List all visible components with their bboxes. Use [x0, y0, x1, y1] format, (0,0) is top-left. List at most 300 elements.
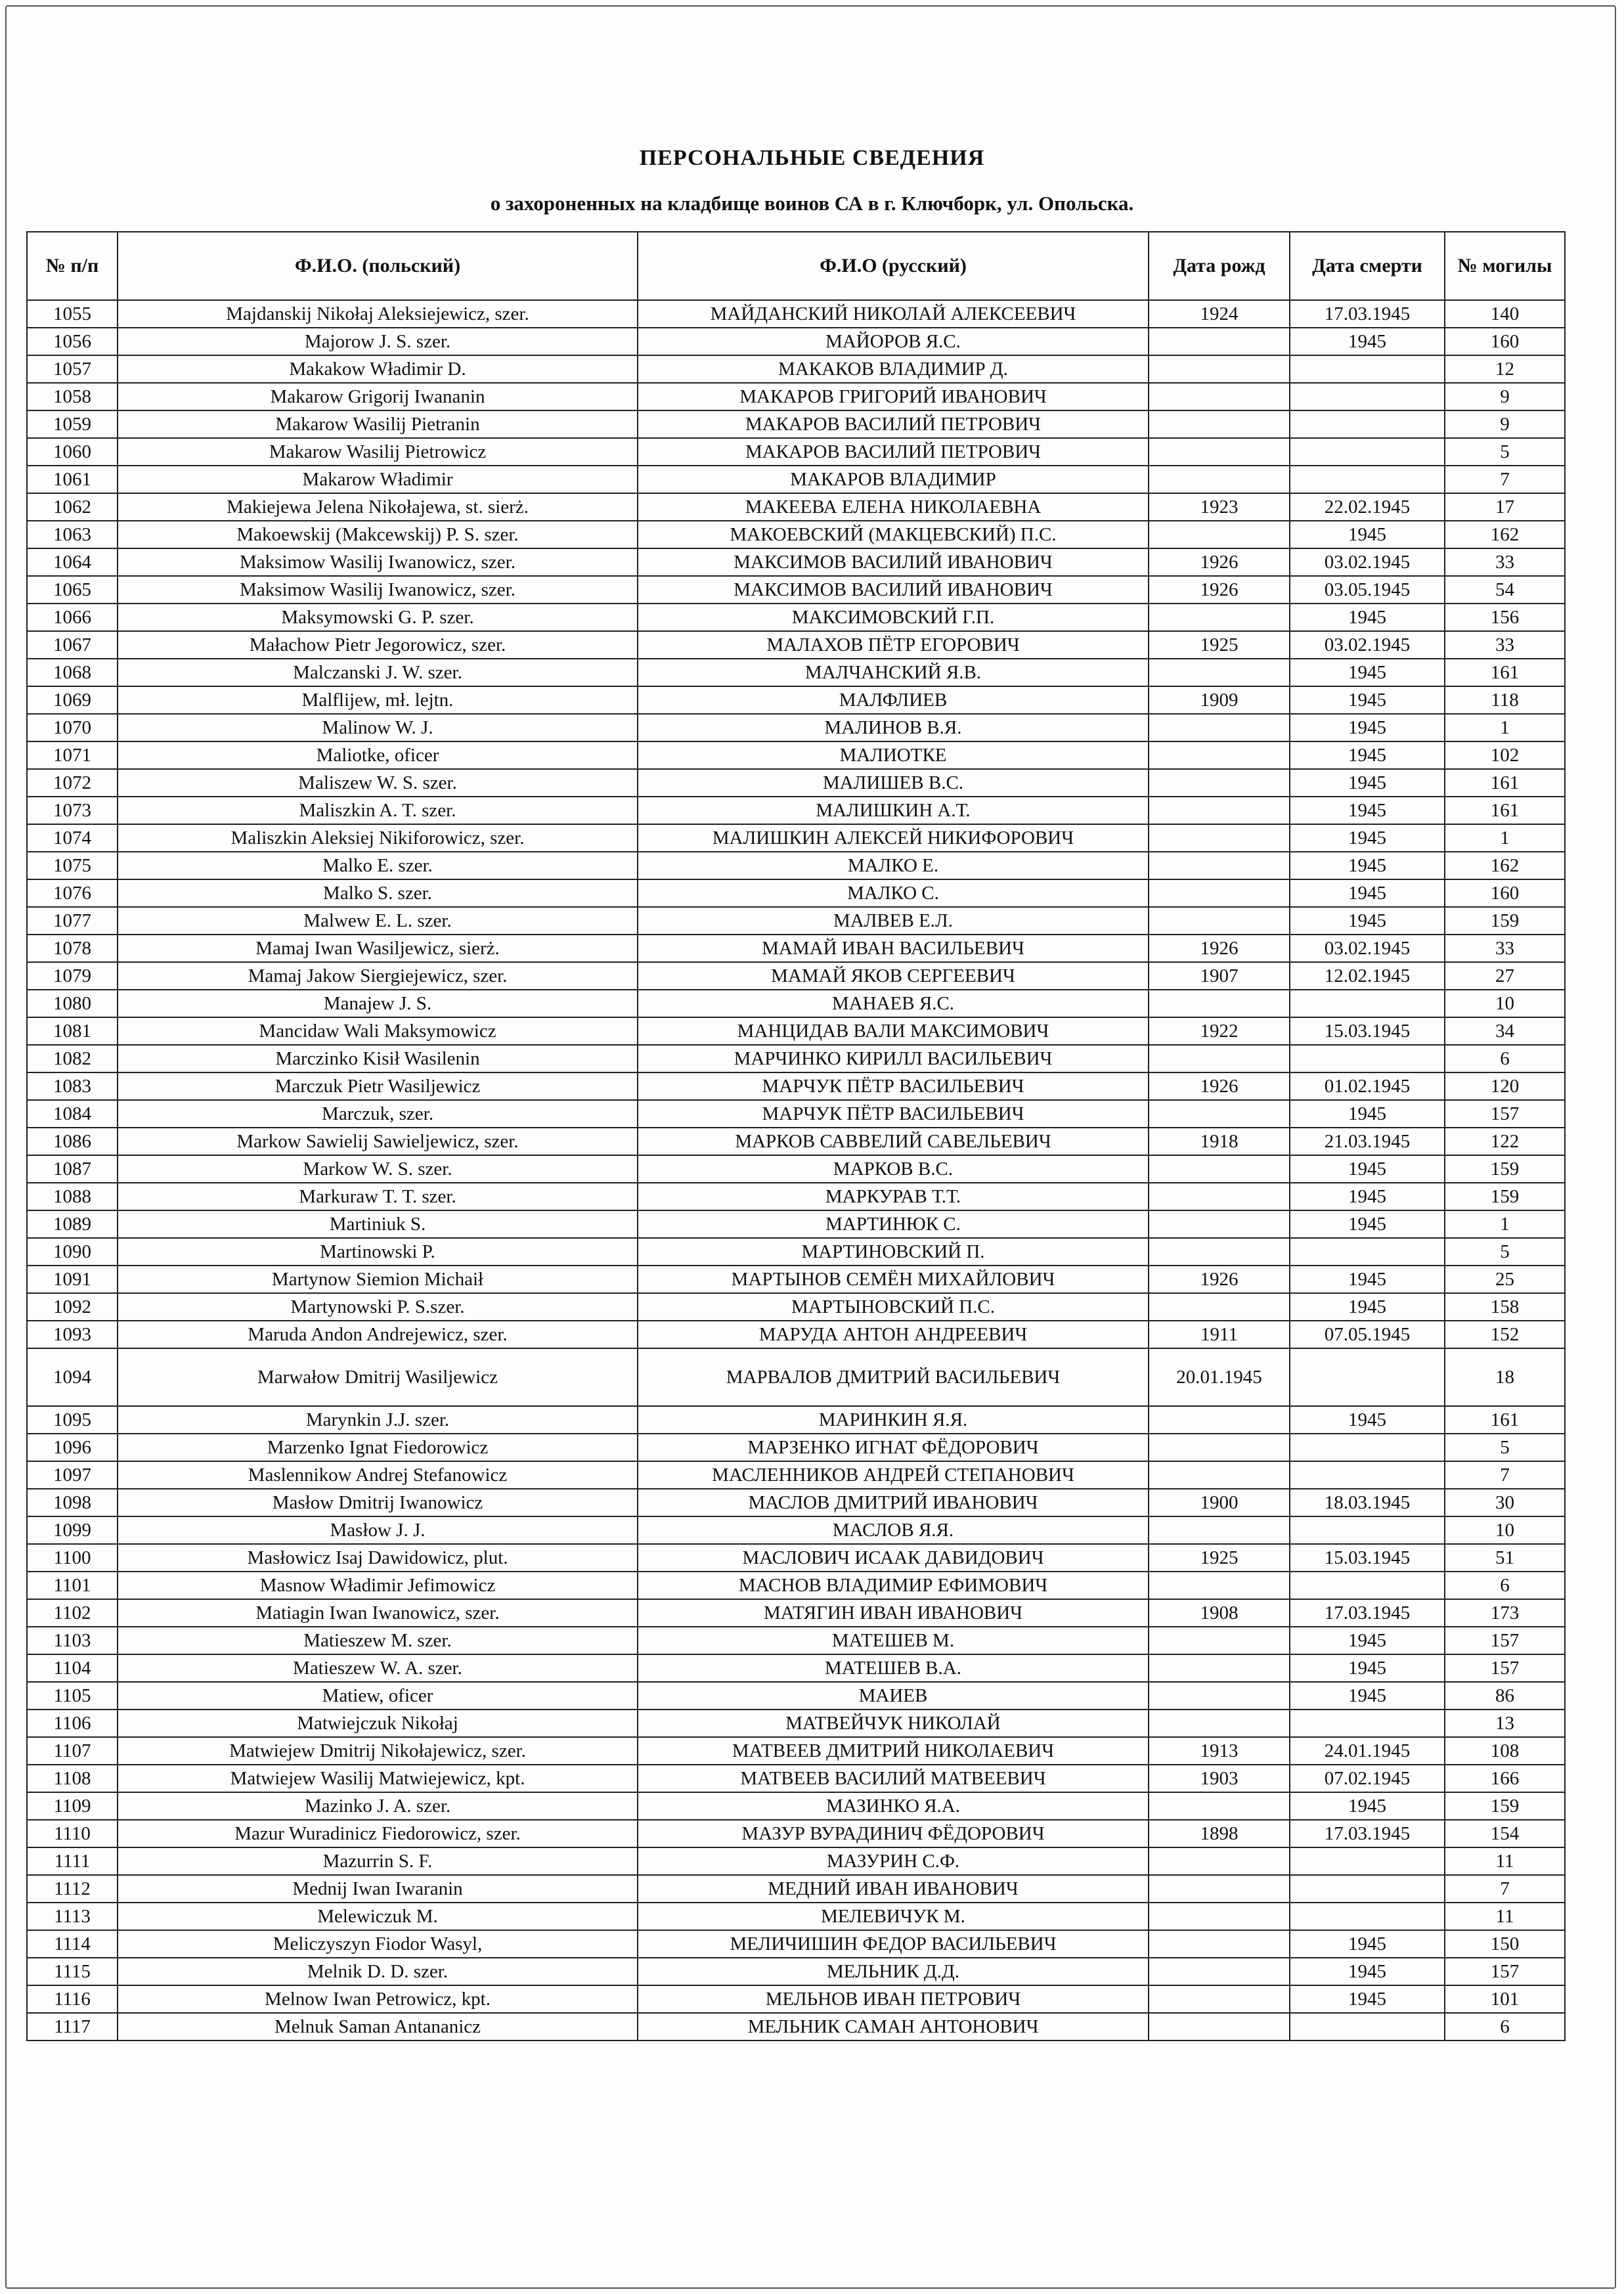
name-polish-cell: Mednij Iwan Iwaranin: [118, 1875, 638, 1903]
birth-date-cell: [1149, 659, 1290, 686]
table-row: [27, 410, 1565, 438]
death-date-cell: 1945: [1290, 659, 1445, 686]
row-number-cell: 1062: [27, 493, 118, 521]
table-row: [27, 576, 1565, 604]
death-date-cell: 03.02.1945: [1290, 935, 1445, 962]
grave-number-cell: 5: [1445, 1434, 1565, 1461]
death-date-cell: 1945: [1290, 879, 1445, 907]
death-date-cell: [1290, 1045, 1445, 1072]
name-russian-cell: МАРУДА АНТОН АНДРЕЕВИЧ: [638, 1321, 1149, 1348]
death-date-cell: [1290, 355, 1445, 383]
grave-number-cell: 162: [1445, 521, 1565, 548]
table-row: [27, 1266, 1565, 1293]
name-russian-cell: МАРКОВ САВВЕЛИЙ САВЕЛЬЕВИЧ: [638, 1128, 1149, 1155]
grave-number-cell: 108: [1445, 1737, 1565, 1765]
name-russian-cell: МАКАКОВ ВЛАДИМИР Д.: [638, 355, 1149, 383]
name-polish-cell: Mazur Wuradinicz Fiedorowicz, szer.: [118, 1820, 638, 1847]
name-polish-cell: Melnow Iwan Petrowicz, kpt.: [118, 1985, 638, 2013]
death-date-cell: 21.03.1945: [1290, 1128, 1445, 1155]
table-row: [27, 1516, 1565, 1544]
row-number-cell: 1063: [27, 521, 118, 548]
name-polish-cell: Meliczyszyn Fiodor Wasyl,: [118, 1930, 638, 1958]
death-date-cell: 1945: [1290, 852, 1445, 879]
table-row: [27, 383, 1565, 410]
name-polish-cell: Martinowski P.: [118, 1238, 638, 1266]
table-row: [27, 1293, 1565, 1321]
death-date-cell: 12.02.1945: [1290, 962, 1445, 990]
name-polish-cell: Martynow Siemion Michaił: [118, 1266, 638, 1293]
name-polish-cell: Marzenko Ignat Fiedorowicz: [118, 1434, 638, 1461]
name-polish-cell: Matwiejew Dmitrij Nikołajewicz, szer.: [118, 1737, 638, 1765]
grave-number-cell: 27: [1445, 962, 1565, 990]
name-polish-cell: Matwiejczuk Nikołaj: [118, 1709, 638, 1737]
table-row: [27, 824, 1565, 852]
grave-number-cell: 166: [1445, 1765, 1565, 1792]
birth-date-cell: [1149, 328, 1290, 355]
row-number-cell: 1098: [27, 1489, 118, 1516]
name-polish-cell: Małachow Pietr Jegorowicz, szer.: [118, 631, 638, 659]
row-number-cell: 1078: [27, 935, 118, 962]
death-date-cell: 07.05.1945: [1290, 1321, 1445, 1348]
grave-number-cell: 140: [1445, 300, 1565, 328]
death-date-cell: [1290, 1434, 1445, 1461]
birth-date-cell: 1898: [1149, 1820, 1290, 1847]
grave-number-cell: 159: [1445, 1183, 1565, 1210]
death-date-cell: 03.02.1945: [1290, 631, 1445, 659]
death-date-cell: 1945: [1290, 1406, 1445, 1434]
name-russian-cell: МАРТЫНОВ СЕМЁН МИХАЙЛОВИЧ: [638, 1266, 1149, 1293]
table-row: [27, 769, 1565, 797]
birth-date-cell: [1149, 1682, 1290, 1709]
row-number-cell: 1067: [27, 631, 118, 659]
grave-number-cell: 152: [1445, 1321, 1565, 1348]
name-russian-cell: МАЗИНКО Я.А.: [638, 1792, 1149, 1820]
row-number-cell: 1100: [27, 1544, 118, 1572]
table-row: [27, 1765, 1565, 1792]
birth-date-cell: 1924: [1149, 300, 1290, 328]
name-polish-cell: Marczinko Kisił Wasilenin: [118, 1045, 638, 1072]
table-row: [27, 438, 1565, 466]
table-row: [27, 1737, 1565, 1765]
name-russian-cell: МАЛФЛИЕВ: [638, 686, 1149, 714]
birth-date-cell: [1149, 1434, 1290, 1461]
name-russian-cell: МАТВЕЙЧУК НИКОЛАЙ: [638, 1709, 1149, 1737]
name-polish-cell: Masłow Dmitrij Iwanowicz: [118, 1489, 638, 1516]
row-number-cell: 1115: [27, 1958, 118, 1985]
grave-number-cell: 118: [1445, 686, 1565, 714]
birth-date-cell: [1149, 521, 1290, 548]
name-russian-cell: МАСЛОВ Я.Я.: [638, 1516, 1149, 1544]
row-number-cell: 1065: [27, 576, 118, 604]
row-number-cell: 1069: [27, 686, 118, 714]
birth-date-cell: [1149, 1654, 1290, 1682]
name-polish-cell: Malczanski J. W. szer.: [118, 659, 638, 686]
death-date-cell: [1290, 466, 1445, 493]
grave-number-cell: 101: [1445, 1985, 1565, 2013]
birth-date-cell: [1149, 852, 1290, 879]
grave-number-cell: 5: [1445, 438, 1565, 466]
birth-date-cell: [1149, 1461, 1290, 1489]
name-polish-cell: Marynkin J.J. szer.: [118, 1406, 638, 1434]
death-date-cell: 1945: [1290, 1155, 1445, 1183]
birth-date-cell: [1149, 714, 1290, 741]
grave-number-cell: 157: [1445, 1627, 1565, 1654]
document-subtitle: о захороненных на кладбище воинов СА в г. Ключборк, ул. Опольска.: [490, 192, 1134, 215]
table-row: [27, 1072, 1565, 1100]
death-date-cell: 15.03.1945: [1290, 1544, 1445, 1572]
table-row: [27, 1958, 1565, 1985]
grave-number-cell: 161: [1445, 1406, 1565, 1434]
table-row: [27, 1930, 1565, 1958]
grave-number-cell: 7: [1445, 1461, 1565, 1489]
row-number-cell: 1089: [27, 1210, 118, 1238]
name-polish-cell: Melnuk Saman Antananicz: [118, 2013, 638, 2040]
death-date-cell: [1290, 1238, 1445, 1266]
name-polish-cell: Marczuk, szer.: [118, 1100, 638, 1128]
birth-date-cell: [1149, 1930, 1290, 1958]
header-birth-date: Дата рожд: [1149, 232, 1290, 300]
header-grave-number: № могилы: [1445, 232, 1565, 300]
name-polish-cell: Masnow Władimir Jefimowicz: [118, 1572, 638, 1599]
row-number-cell: 1095: [27, 1406, 118, 1434]
grave-number-cell: 11: [1445, 1847, 1565, 1875]
row-number-cell: 1077: [27, 907, 118, 935]
birth-date-cell: 1911: [1149, 1321, 1290, 1348]
birth-date-cell: 1926: [1149, 1266, 1290, 1293]
death-date-cell: [1290, 1572, 1445, 1599]
death-date-cell: 1945: [1290, 1100, 1445, 1128]
death-date-cell: [1290, 1348, 1445, 1406]
name-russian-cell: МАКАРОВ ВАСИЛИЙ ПЕТРОВИЧ: [638, 410, 1149, 438]
row-number-cell: 1061: [27, 466, 118, 493]
name-polish-cell: Marwałow Dmitrij Wasiljewicz: [118, 1348, 638, 1406]
table-row: [27, 907, 1565, 935]
death-date-cell: 1945: [1290, 686, 1445, 714]
name-russian-cell: МЕЛЕВИЧУК М.: [638, 1903, 1149, 1930]
name-polish-cell: Maksymowski G. P. szer.: [118, 604, 638, 631]
death-date-cell: 1945: [1290, 1210, 1445, 1238]
grave-number-cell: 13: [1445, 1709, 1565, 1737]
death-date-cell: 1945: [1290, 1627, 1445, 1654]
grave-number-cell: 6: [1445, 1045, 1565, 1072]
name-russian-cell: МАЛИШКИН А.Т.: [638, 797, 1149, 824]
table-row: [27, 797, 1565, 824]
name-russian-cell: МАЛИШКИН АЛЕКСЕЙ НИКИФОРОВИЧ: [638, 824, 1149, 852]
birth-date-cell: [1149, 824, 1290, 852]
name-polish-cell: Maslennikow Andrej Stefanowicz: [118, 1461, 638, 1489]
table-row: [27, 962, 1565, 990]
name-russian-cell: МАЛАХОВ ПЁТР ЕГОРОВИЧ: [638, 631, 1149, 659]
name-russian-cell: МАТЕШЕВ В.А.: [638, 1654, 1149, 1682]
death-date-cell: 1945: [1290, 1792, 1445, 1820]
grave-number-cell: 154: [1445, 1820, 1565, 1847]
name-polish-cell: Martiniuk S.: [118, 1210, 638, 1238]
birth-date-cell: 1922: [1149, 1017, 1290, 1045]
birth-date-cell: 1907: [1149, 962, 1290, 990]
row-number-cell: 1117: [27, 2013, 118, 2040]
table-row: [27, 990, 1565, 1017]
death-date-cell: 17.03.1945: [1290, 1599, 1445, 1627]
birth-date-cell: 1918: [1149, 1128, 1290, 1155]
death-date-cell: 17.03.1945: [1290, 1820, 1445, 1847]
name-russian-cell: МАЗУРИН С.Ф.: [638, 1847, 1149, 1875]
row-number-cell: 1096: [27, 1434, 118, 1461]
birth-date-cell: [1149, 907, 1290, 935]
death-date-cell: 1945: [1290, 521, 1445, 548]
name-russian-cell: МАКСИМОВ ВАСИЛИЙ ИВАНОВИЧ: [638, 548, 1149, 576]
row-number-cell: 1103: [27, 1627, 118, 1654]
birth-date-cell: [1149, 1958, 1290, 1985]
table-row: [27, 631, 1565, 659]
name-russian-cell: МАРЧУК ПЁТР ВАСИЛЬЕВИЧ: [638, 1072, 1149, 1100]
death-date-cell: [1290, 1461, 1445, 1489]
birth-date-cell: [1149, 1516, 1290, 1544]
name-russian-cell: МАКОЕВСКИЙ (МАКЦЕВСКИЙ) П.С.: [638, 521, 1149, 548]
grave-number-cell: 51: [1445, 1544, 1565, 1572]
birth-date-cell: 1903: [1149, 1765, 1290, 1792]
row-number-cell: 1073: [27, 797, 118, 824]
row-number-cell: 1072: [27, 769, 118, 797]
death-date-cell: 1945: [1290, 1930, 1445, 1958]
row-number-cell: 1114: [27, 1930, 118, 1958]
name-polish-cell: Markow Sawielij Sawieljewicz, szer.: [118, 1128, 638, 1155]
grave-number-cell: 160: [1445, 879, 1565, 907]
table-row: [27, 1544, 1565, 1572]
death-date-cell: 1945: [1290, 328, 1445, 355]
row-number-cell: 1079: [27, 962, 118, 990]
table-row: [27, 879, 1565, 907]
name-russian-cell: МАИЕВ: [638, 1682, 1149, 1709]
name-polish-cell: Maliotke, oficer: [118, 741, 638, 769]
name-polish-cell: Mazurrin S. F.: [118, 1847, 638, 1875]
birth-date-cell: 1926: [1149, 548, 1290, 576]
name-russian-cell: МАНЦИДАВ ВАЛИ МАКСИМОВИЧ: [638, 1017, 1149, 1045]
grave-number-cell: 11: [1445, 1903, 1565, 1930]
birth-date-cell: [1149, 769, 1290, 797]
table-row: [27, 1461, 1565, 1489]
birth-date-cell: 1926: [1149, 576, 1290, 604]
name-polish-cell: Makarow Grigorij Iwananin: [118, 383, 638, 410]
name-russian-cell: МАЛЧАНСКИЙ Я.В.: [638, 659, 1149, 686]
table-row: [27, 1238, 1565, 1266]
burial-records-table: [26, 231, 1566, 2041]
row-number-cell: 1109: [27, 1792, 118, 1820]
death-date-cell: 1945: [1290, 769, 1445, 797]
name-polish-cell: Melnik D. D. szer.: [118, 1958, 638, 1985]
birth-date-cell: [1149, 990, 1290, 1017]
header-name-polish: Ф.И.О. (польский): [118, 232, 638, 300]
table-row: [27, 1599, 1565, 1627]
name-russian-cell: МАЛКО С.: [638, 879, 1149, 907]
death-date-cell: [1290, 2013, 1445, 2040]
table-row: [27, 1627, 1565, 1654]
death-date-cell: 1945: [1290, 1958, 1445, 1985]
table-row: [27, 1183, 1565, 1210]
grave-number-cell: 102: [1445, 741, 1565, 769]
name-polish-cell: Malflijew, mł. lejtn.: [118, 686, 638, 714]
table-row: [27, 355, 1565, 383]
name-russian-cell: МЕЛЬНИК Д.Д.: [638, 1958, 1149, 1985]
name-polish-cell: Maliszew W. S. szer.: [118, 769, 638, 797]
table-row: [27, 493, 1565, 521]
grave-number-cell: 17: [1445, 493, 1565, 521]
table-row: [27, 1406, 1565, 1434]
table-row: [27, 935, 1565, 962]
name-russian-cell: МАНАЕВ Я.С.: [638, 990, 1149, 1017]
table-row: [27, 741, 1565, 769]
row-number-cell: 1088: [27, 1183, 118, 1210]
name-polish-cell: Majdanskij Nikołaj Aleksiejewicz, szer.: [118, 300, 638, 328]
name-russian-cell: МАКСИМОВ ВАСИЛИЙ ИВАНОВИЧ: [638, 576, 1149, 604]
header-name-russian: Ф.И.О (русский): [638, 232, 1149, 300]
table-row: [27, 1348, 1565, 1406]
name-russian-cell: МЕДНИЙ ИВАН ИВАНОВИЧ: [638, 1875, 1149, 1903]
birth-date-cell: [1149, 1210, 1290, 1238]
grave-number-cell: 162: [1445, 852, 1565, 879]
name-polish-cell: Makarow Wasilij Pietrowicz: [118, 438, 638, 466]
birth-date-cell: 20.01.1945: [1149, 1348, 1290, 1406]
table-row: [27, 1903, 1565, 1930]
name-polish-cell: Mamaj Jakow Siergiejewicz, szer.: [118, 962, 638, 990]
name-russian-cell: МАРКУРАВ Т.Т.: [638, 1183, 1149, 1210]
row-number-cell: 1101: [27, 1572, 118, 1599]
death-date-cell: 1945: [1290, 714, 1445, 741]
grave-number-cell: 159: [1445, 907, 1565, 935]
name-russian-cell: МАТВЕЕВ ВАСИЛИЙ МАТВЕЕВИЧ: [638, 1765, 1149, 1792]
death-date-cell: [1290, 1709, 1445, 1737]
grave-number-cell: 6: [1445, 1572, 1565, 1599]
grave-number-cell: 25: [1445, 1266, 1565, 1293]
grave-number-cell: 160: [1445, 328, 1565, 355]
name-russian-cell: МАМАЙ ИВАН ВАСИЛЬЕВИЧ: [638, 935, 1149, 962]
death-date-cell: [1290, 1847, 1445, 1875]
birth-date-cell: [1149, 879, 1290, 907]
death-date-cell: 01.02.1945: [1290, 1072, 1445, 1100]
row-number-cell: 1064: [27, 548, 118, 576]
birth-date-cell: [1149, 1406, 1290, 1434]
name-polish-cell: Maruda Andon Andrejewicz, szer.: [118, 1321, 638, 1348]
name-russian-cell: МАРЧУК ПЁТР ВАСИЛЬЕВИЧ: [638, 1100, 1149, 1128]
name-polish-cell: Makakow Władimir D.: [118, 355, 638, 383]
name-russian-cell: МАРТИНЮК С.: [638, 1210, 1149, 1238]
table-row: [27, 1572, 1565, 1599]
birth-date-cell: [1149, 1100, 1290, 1128]
name-polish-cell: Matwiejew Wasilij Matwiejewicz, kpt.: [118, 1765, 638, 1792]
row-number-cell: 1105: [27, 1682, 118, 1709]
table-row: [27, 1434, 1565, 1461]
name-polish-cell: Malko E. szer.: [118, 852, 638, 879]
birth-date-cell: [1149, 1847, 1290, 1875]
birth-date-cell: [1149, 1183, 1290, 1210]
name-russian-cell: МАЗУР ВУРАДИНИЧ ФЁДОРОВИЧ: [638, 1820, 1149, 1847]
name-polish-cell: Martynowski P. S.szer.: [118, 1293, 638, 1321]
table-row: [27, 521, 1565, 548]
row-number-cell: 1090: [27, 1238, 118, 1266]
death-date-cell: [1290, 990, 1445, 1017]
name-russian-cell: МАРТЫНОВСКИЙ П.С.: [638, 1293, 1149, 1321]
row-number-cell: 1057: [27, 355, 118, 383]
row-number-cell: 1076: [27, 879, 118, 907]
death-date-cell: [1290, 1516, 1445, 1544]
row-number-cell: 1086: [27, 1128, 118, 1155]
name-polish-cell: Markuraw T. T. szer.: [118, 1183, 638, 1210]
table-row: [27, 1792, 1565, 1820]
grave-number-cell: 150: [1445, 1930, 1565, 1958]
name-russian-cell: МАЛВЕВ Е.Л.: [638, 907, 1149, 935]
header-number: № п/п: [27, 232, 118, 300]
name-polish-cell: Maksimow Wasilij Iwanowicz, szer.: [118, 576, 638, 604]
row-number-cell: 1083: [27, 1072, 118, 1100]
name-russian-cell: МАКАРОВ ВЛАДИМИР: [638, 466, 1149, 493]
name-russian-cell: МАРВАЛОВ ДМИТРИЙ ВАСИЛЬЕВИЧ: [638, 1348, 1149, 1406]
name-russian-cell: МАЛИШЕВ В.С.: [638, 769, 1149, 797]
name-russian-cell: МАСНОВ ВЛАДИМИР ЕФИМОВИЧ: [638, 1572, 1149, 1599]
table-row: [27, 1321, 1565, 1348]
birth-date-cell: 1925: [1149, 631, 1290, 659]
grave-number-cell: 161: [1445, 797, 1565, 824]
grave-number-cell: 34: [1445, 1017, 1565, 1045]
death-date-cell: [1290, 1903, 1445, 1930]
death-date-cell: 18.03.1945: [1290, 1489, 1445, 1516]
row-number-cell: 1082: [27, 1045, 118, 1072]
name-russian-cell: МАРЗЕНКО ИГНАТ ФЁДОРОВИЧ: [638, 1434, 1149, 1461]
row-number-cell: 1087: [27, 1155, 118, 1183]
grave-number-cell: 1: [1445, 824, 1565, 852]
grave-number-cell: 1: [1445, 714, 1565, 741]
grave-number-cell: 30: [1445, 1489, 1565, 1516]
table-row: [27, 1654, 1565, 1682]
row-number-cell: 1059: [27, 410, 118, 438]
grave-number-cell: 120: [1445, 1072, 1565, 1100]
birth-date-cell: 1925: [1149, 1544, 1290, 1572]
death-date-cell: 22.02.1945: [1290, 493, 1445, 521]
birth-date-cell: [1149, 1709, 1290, 1737]
row-number-cell: 1055: [27, 300, 118, 328]
table-row: [27, 1210, 1565, 1238]
row-number-cell: 1110: [27, 1820, 118, 1847]
death-date-cell: [1290, 410, 1445, 438]
name-polish-cell: Makarow Władimir: [118, 466, 638, 493]
row-number-cell: 1070: [27, 714, 118, 741]
name-russian-cell: МАЙДАНСКИЙ НИКОЛАЙ АЛЕКСЕЕВИЧ: [638, 300, 1149, 328]
name-polish-cell: Mazinko J. A. szer.: [118, 1792, 638, 1820]
name-polish-cell: Maliszkin A. T. szer.: [118, 797, 638, 824]
name-russian-cell: МАКАРОВ ГРИГОРИЙ ИВАНОВИЧ: [638, 383, 1149, 410]
grave-number-cell: 157: [1445, 1958, 1565, 1985]
name-polish-cell: Melewiczuk M.: [118, 1903, 638, 1930]
row-number-cell: 1075: [27, 852, 118, 879]
row-number-cell: 1081: [27, 1017, 118, 1045]
death-date-cell: 03.05.1945: [1290, 576, 1445, 604]
birth-date-cell: [1149, 741, 1290, 769]
name-polish-cell: Maksimow Wasilij Iwanowicz, szer.: [118, 548, 638, 576]
birth-date-cell: [1149, 2013, 1290, 2040]
name-russian-cell: МАСЛОВИЧ ИСААК ДАВИДОВИЧ: [638, 1544, 1149, 1572]
birth-date-cell: [1149, 410, 1290, 438]
name-russian-cell: МАЛКО Е.: [638, 852, 1149, 879]
grave-number-cell: 1: [1445, 1210, 1565, 1238]
name-russian-cell: МАСЛЕННИКОВ АНДРЕЙ СТЕПАНОВИЧ: [638, 1461, 1149, 1489]
table-row: [27, 714, 1565, 741]
name-russian-cell: МАТЯГИН ИВАН ИВАНОВИЧ: [638, 1599, 1149, 1627]
name-russian-cell: МАЛИОТКЕ: [638, 741, 1149, 769]
name-polish-cell: Maliszkin Aleksiej Nikiforowicz, szer.: [118, 824, 638, 852]
birth-date-cell: [1149, 438, 1290, 466]
name-russian-cell: МАМАЙ ЯКОВ СЕРГЕЕВИЧ: [638, 962, 1149, 990]
table-row: [27, 1875, 1565, 1903]
grave-number-cell: 122: [1445, 1128, 1565, 1155]
name-polish-cell: Mamaj Iwan Wasiljewicz, sierż.: [118, 935, 638, 962]
